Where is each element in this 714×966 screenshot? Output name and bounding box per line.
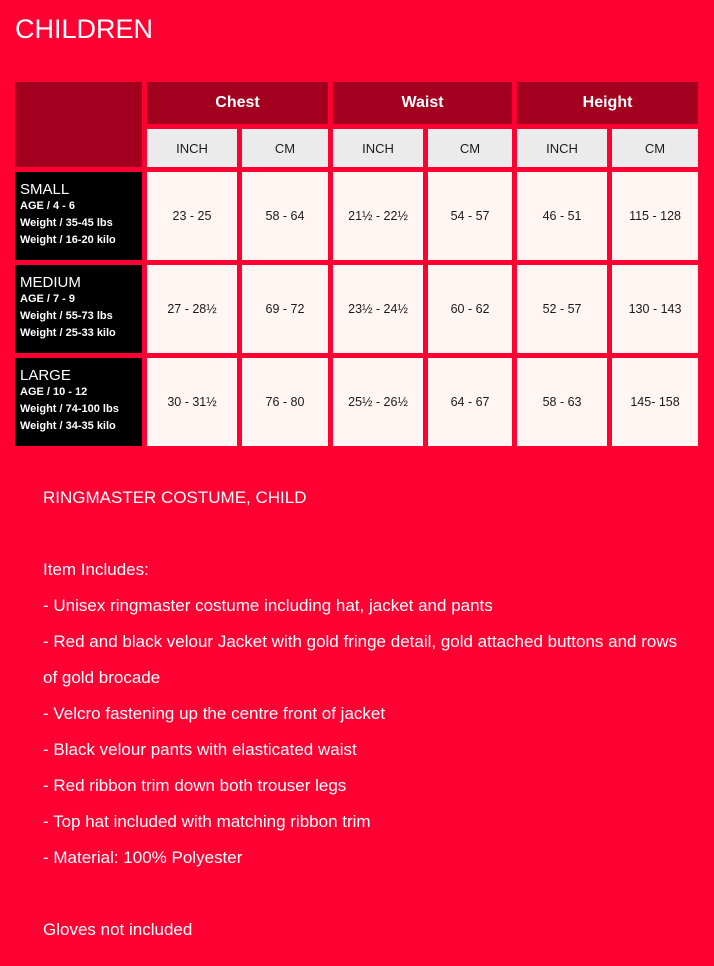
list-item: - Unisex ringmaster costume including hat, jacket and pants — [43, 596, 493, 615]
chest-cm-value: 76 - 80 — [242, 358, 328, 446]
height-inch-value: 52 - 57 — [517, 265, 607, 353]
chest-cm-header: CM — [242, 129, 328, 167]
waist-inch-value: 23½ - 24½ — [333, 265, 423, 353]
size-weight-kilo: Weight / 25-33 kilo — [20, 327, 116, 339]
list-item: - Black velour pants with elasticated waist — [43, 740, 357, 759]
page-title: CHILDREN — [15, 14, 154, 44]
product-description — [43, 480, 693, 948]
height-cm-value: 130 - 143 — [612, 265, 698, 353]
size-weight-lbs: Weight / 35-45 lbs — [20, 217, 113, 229]
waist-cm-header: CM — [428, 129, 512, 167]
size-label-medium — [15, 265, 142, 353]
size-label-small — [15, 172, 142, 260]
height-header: Height — [517, 82, 698, 124]
waist-cm-value: 60 - 62 — [428, 265, 512, 353]
size-name: MEDIUM — [20, 274, 81, 291]
list-item: - Material: 100% Polyester — [43, 848, 243, 867]
size-name: LARGE — [20, 367, 71, 384]
chest-inch-value: 23 - 25 — [147, 172, 237, 260]
height-inch-value: 58 - 63 — [517, 358, 607, 446]
chest-inch-value: 27 - 28½ — [147, 265, 237, 353]
gloves-note: Gloves not included — [43, 920, 193, 939]
size-weight-kilo: Weight / 16-20 kilo — [20, 234, 116, 246]
chest-header: Chest — [147, 82, 328, 124]
chest-cm-value: 58 - 64 — [242, 172, 328, 260]
list-item: - Red and black velour Jacket with gold fringe detail, gold attached buttons and rows of gold brocade — [43, 632, 678, 687]
chest-cm-value: 69 - 72 — [242, 265, 328, 353]
waist-cm-value: 54 - 57 — [428, 172, 512, 260]
waist-inch-value: 21½ - 22½ — [333, 172, 423, 260]
size-weight-lbs: Weight / 55-73 lbs — [20, 310, 113, 322]
height-inch-header: INCH — [517, 129, 607, 167]
waist-cm-value: 64 - 67 — [428, 358, 512, 446]
chest-inch-header: INCH — [147, 129, 237, 167]
group-header-row — [15, 82, 698, 124]
size-age: AGE / 4 - 6 — [20, 200, 76, 212]
list-item: - Velcro fastening up the centre front of jacket — [43, 704, 386, 723]
height-inch-value: 46 - 51 — [517, 172, 607, 260]
table-row — [15, 172, 698, 260]
chest-inch-value: 30 - 31½ — [147, 358, 237, 446]
size-age: AGE / 10 - 12 — [20, 386, 88, 398]
height-cm-header: CM — [612, 129, 698, 167]
waist-inch-header: INCH — [333, 129, 423, 167]
list-item: - Red ribbon trim down both trouser legs — [43, 776, 347, 795]
table-corner — [15, 82, 142, 167]
table-row — [15, 358, 698, 446]
product-name: RINGMASTER COSTUME, CHILD — [43, 488, 307, 507]
height-cm-value: 115 - 128 — [612, 172, 698, 260]
table-row — [15, 265, 698, 353]
size-chart-table — [10, 77, 703, 451]
size-weight-lbs: Weight / 74-100 lbs — [20, 403, 119, 415]
includes-heading: Item Includes: — [43, 560, 149, 579]
waist-header: Waist — [333, 82, 512, 124]
size-label-large — [15, 358, 142, 446]
size-weight-kilo: Weight / 34-35 kilo — [20, 420, 116, 432]
list-item: - Top hat included with matching ribbon trim — [43, 812, 371, 831]
height-cm-value: 145- 158 — [612, 358, 698, 446]
waist-inch-value: 25½ - 26½ — [333, 358, 423, 446]
size-name: SMALL — [20, 181, 70, 198]
size-age: AGE / 7 - 9 — [20, 293, 76, 305]
